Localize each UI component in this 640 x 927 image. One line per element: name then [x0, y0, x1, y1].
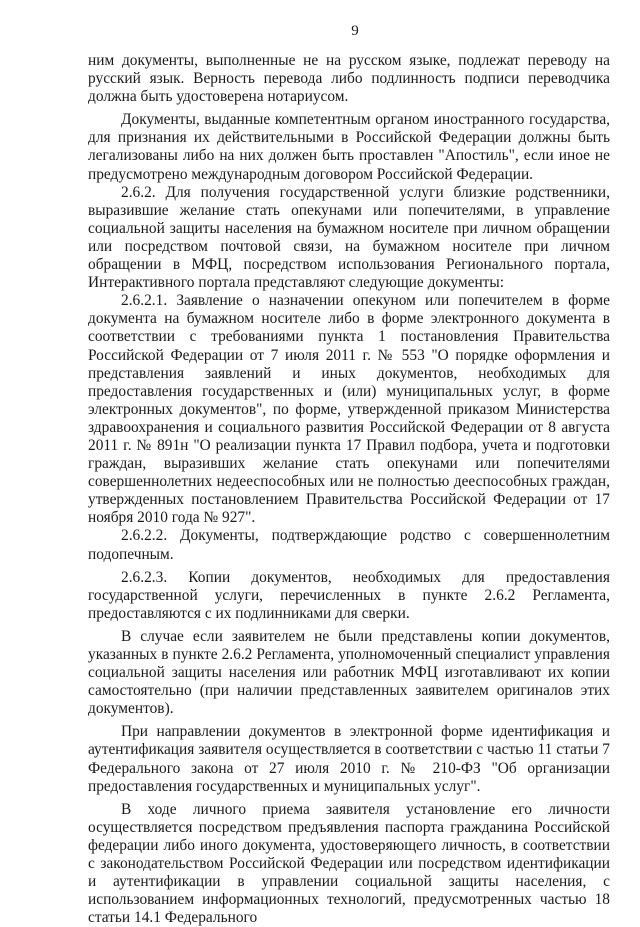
paragraph-translation-requirement: ним документы, выполненные не на русском языке, подлежат переводу на русский язык. Верность перевода либо подлинность подписи переводчика должна быть удостоверена нотариусом. — [88, 52, 610, 106]
paragraph-2-6-2-3: 2.6.2.3. Копии документов, необходимых для предоставления государственной услуги, перечисленных в пункте 2.6.2 Регламента, предоставляются с их подлинниками для сверки. — [88, 568, 610, 622]
paragraph-2-6-2-1: 2.6.2.1. Заявление о назначении опекуном или попечителем в форме документа на бумажном носителе либо в форме электронного документа в соответствии с требованиями пункта 1 постановления Правительства Российской Федерации от 7 июля 2011 г. № 553 "О порядке оформления и представления заявлений и иных документов, необходимых для предоставления государственных и (или) муниципальных услуг, в форме электронных документов", по форме, утвержденной приказом Министерства здравоохранения и социального развития Российской Федерации от 8 августа 2011 г. № 891н "О реализации пункта 17 Правил подбора, учета и подготовки граждан, выразивших желание стать опекунами или попечителями совершеннолетних недееспособных или не полностью дееспособных граждан, утвержденных постановлением Правительства Российской Федерации от 17 ноября 2010 года № 927". — [88, 292, 610, 527]
paragraph-personal-reception: В ходе личного приема заявителя установление его личности осуществляется посредством предъявления паспорта гражданина Российской федерации либо иного документа, удостоверяющего личность, в соответствии с законодательством Российской Федерации или посредством идентификации и аутентификации в управлении социальной защиты населения, с использованием информационных технологий, предусмотренных частью 18 статьи 14.1 Федерального — [88, 800, 610, 927]
paragraph-foreign-documents: Документы, выданные компетентным органом иностранного государства, для признания их действительными в Российской Федерации должны быть легализованы либо на них должен быть проставлен "Апостиль", если иное не предусмотрено международным договором Российской Федерации. — [88, 111, 610, 183]
paragraph-copies-not-provided: В случае если заявителем не были представлены копии документов, указанных в пункте 2.6.2 Регламента, уполномоченный специалист управления социальной защиты населения или работник МФЦ изготавливают их копии самостоятельно (при наличии представленных заявителем оригиналов этих документов). — [88, 627, 610, 718]
paragraph-electronic-identification: При направлении документов в электронной форме идентификация и аутентификация заявителя осуществляется в соответствии с частью 11 статьи 7 Федерального закона от 27 июля 2010 г. № 210-ФЗ "Об организации предоставления государственных и муниципальных услуг". — [88, 723, 610, 795]
paragraph-2-6-2-2: 2.6.2.2. Документы, подтверждающие родство с совершеннолетним подопечным. — [88, 527, 610, 563]
page-number: 9 — [351, 23, 359, 39]
document-page — [88, 22, 610, 927]
paragraph-2-6-2: 2.6.2. Для получения государственной услуги близкие родственники, выразившие желание стать опекунами или попечителями, в управление социальной защиты населения на бумажном носителе при личном обращении или посредством почтовой связи, на бумажном носителе при личном обращении в МФЦ, посредством использования Регионального портала, Интерактивного портала представляют следующие документы: — [88, 183, 610, 292]
